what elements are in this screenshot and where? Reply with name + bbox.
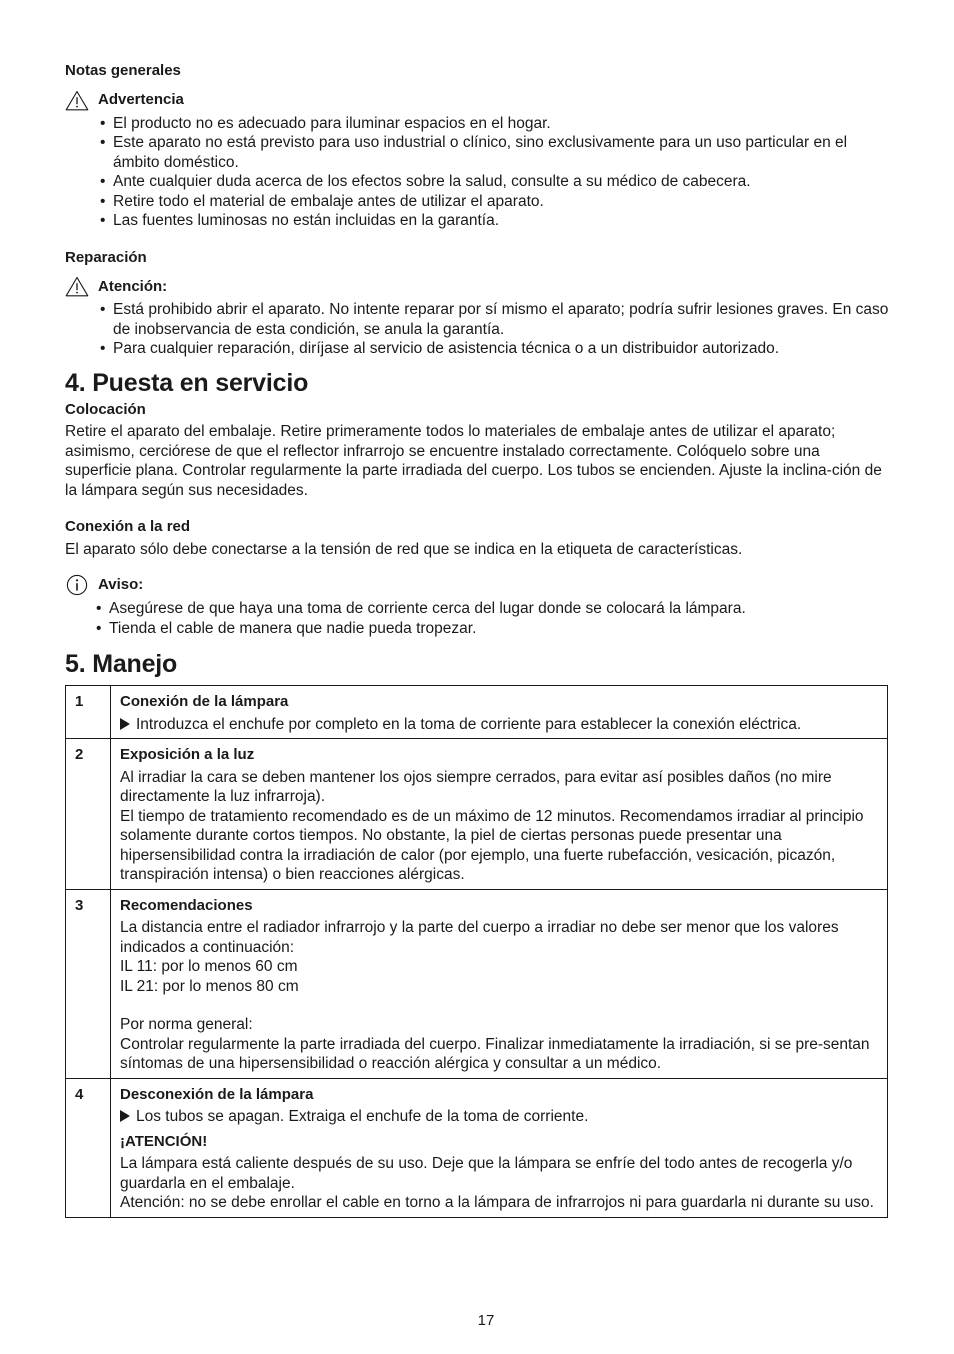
manual-page <box>65 61 890 1218</box>
list-item: • Tienda el cable de manera que nadie pueda tropezar. <box>96 619 890 639</box>
arrow-right-icon <box>120 1110 130 1122</box>
page-number: 17 <box>477 1312 495 1329</box>
step-action <box>120 1107 879 1127</box>
reparacion-title: Reparación <box>65 248 147 266</box>
list-item: • Asegúrese de que haya una toma de corriente cerca del lugar donde se colocará la lámpara. <box>96 599 890 619</box>
step-paragraph: Controlar regularmente la parte irradiada del cuerpo. Finalizar inmediatamente la irradiación, si se pre-sentan síntomas de una hipersensibilidad o reacción alérgica y consultar a un médico. <box>120 1035 870 1072</box>
step-action <box>120 715 879 735</box>
list-item: • Las fuentes luminosas no están incluidas en la garantía. <box>100 211 890 231</box>
step-action-text: Los tubos se apagan. Extraiga el enchufe de la toma de corriente. <box>136 1108 589 1125</box>
list-item: • Este aparato no está previsto para uso industrial o clínico, sino exclusivamente para un uso particular en el ámbito doméstico. <box>100 133 890 172</box>
arrow-right-icon <box>120 718 130 730</box>
attention-label: ¡ATENCIÓN! <box>120 1132 208 1150</box>
distance-il11: IL 11: por lo menos 60 cm <box>120 958 298 975</box>
list-item: • Para cualquier reparación, diríjase al servicio de asistencia técnica o a un distribuidor autorizado. <box>100 339 890 359</box>
aviso-label: Aviso: <box>98 576 144 594</box>
step-title: Desconexión de la lámpara <box>120 1085 314 1103</box>
reparacion-list <box>100 300 890 359</box>
step-paragraph: La lámpara está caliente después de su uso. Deje que la lámpara se enfríe del todo antes de recogerla y/o guardarla en el embalaje. <box>120 1155 853 1192</box>
step-title: Recomendaciones <box>120 896 253 914</box>
step-paragraph: Al irradiar la cara se deben mantener los ojos siempre cerrados, para evitar así posibles daños (no mire directamente la luz infrarroja). <box>120 768 832 805</box>
aviso-header <box>65 574 890 596</box>
advertencia-header <box>65 90 890 111</box>
step-paragraph: La distancia entre el radiador infrarrojo y la parte del cuerpo a irradiar no debe ser menor que los valores indicados a continuación: <box>120 919 839 956</box>
info-icon <box>65 574 89 596</box>
conexion-title: Conexión a la red <box>65 518 191 535</box>
notas-title: Notas generales <box>65 62 181 79</box>
step-number: 4 <box>66 1078 111 1217</box>
list-item: • Ante cualquier duda acerca de los efectos sobre la salud, consulte a su médico de cabecera. <box>100 172 890 192</box>
table-row <box>66 1078 888 1217</box>
table-row <box>66 889 888 1078</box>
list-item: • El producto no es adecuado para iluminar espacios en el hogar. <box>100 114 890 134</box>
step-number: 1 <box>66 686 111 739</box>
step-content <box>111 686 888 739</box>
colocacion-title: Colocación <box>65 400 146 418</box>
atencion-header <box>65 276 890 297</box>
step-title: Exposición a la luz <box>120 746 255 763</box>
step-content <box>111 1078 888 1217</box>
colocacion-text: Retire el aparato del embalaje. Retire primeramente todos lo materiales de embalaje antes de utilizar el aparato; asimismo, cerciórese de que el reflector infrarrojo se encuentre instalado correctamente. Colóquelo sobre una superficie plana. Controlar regularmente la parte irradiada del cuerpo. Los tubos se encienden. Ajuste la inclina-ción de la lámpara según sus necesidades. <box>65 423 882 499</box>
notas-list <box>100 114 890 231</box>
conexion-text: El aparato sólo debe conectarse a la tensión de red que se indica en la etiqueta de características. <box>65 540 743 558</box>
advertencia-label: Advertencia <box>98 91 184 109</box>
warning-triangle-icon <box>65 276 89 297</box>
step-paragraph: Atención: no se debe enrollar el cable en torno a la lámpara de infrarrojos ni para guardarla ni durante su uso. <box>120 1194 874 1211</box>
aviso-list <box>96 599 890 638</box>
step-paragraph: Por norma general: <box>120 1016 253 1033</box>
step-title: Conexión de la lámpara <box>120 693 289 710</box>
atencion-label: Atención: <box>98 277 168 295</box>
step-action-text: Introduzca el enchufe por completo en la toma de corriente para establecer la conexión eléctrica. <box>136 715 802 733</box>
step-content <box>111 889 888 1078</box>
step-number: 2 <box>66 739 111 890</box>
section-5-heading: 5. Manejo <box>65 650 178 678</box>
step-number: 3 <box>66 889 111 1078</box>
distance-il21: IL 21: por lo menos 80 cm <box>120 977 299 995</box>
steps-table <box>65 685 888 1218</box>
step-content <box>111 739 888 890</box>
list-item: • Retire todo el material de embalaje antes de utilizar el aparato. <box>100 192 890 212</box>
step-paragraph: El tiempo de tratamiento recomendado es de un máximo de 12 minutos. Recomendamos irradiar al principio solamente durante cortos tiempos. No obstante, la piel de ciertas personas puede presentar una hipersensibilidad contra la irradiación de calor (por ejemplo, una fuerte rubefacción, vesicación, picazón, transpiración intensa) o bien reacciones alérgicas. <box>120 807 864 883</box>
list-item: • Está prohibido abrir el aparato. No intente reparar por sí mismo el aparato; podría sufrir lesiones graves. En caso de inobservancia de esta condición, se anula la garantía. <box>100 300 890 339</box>
table-row <box>66 686 888 739</box>
warning-triangle-icon <box>65 90 89 111</box>
table-row <box>66 739 888 890</box>
section-4-heading: 4. Puesta en servicio <box>65 368 309 397</box>
